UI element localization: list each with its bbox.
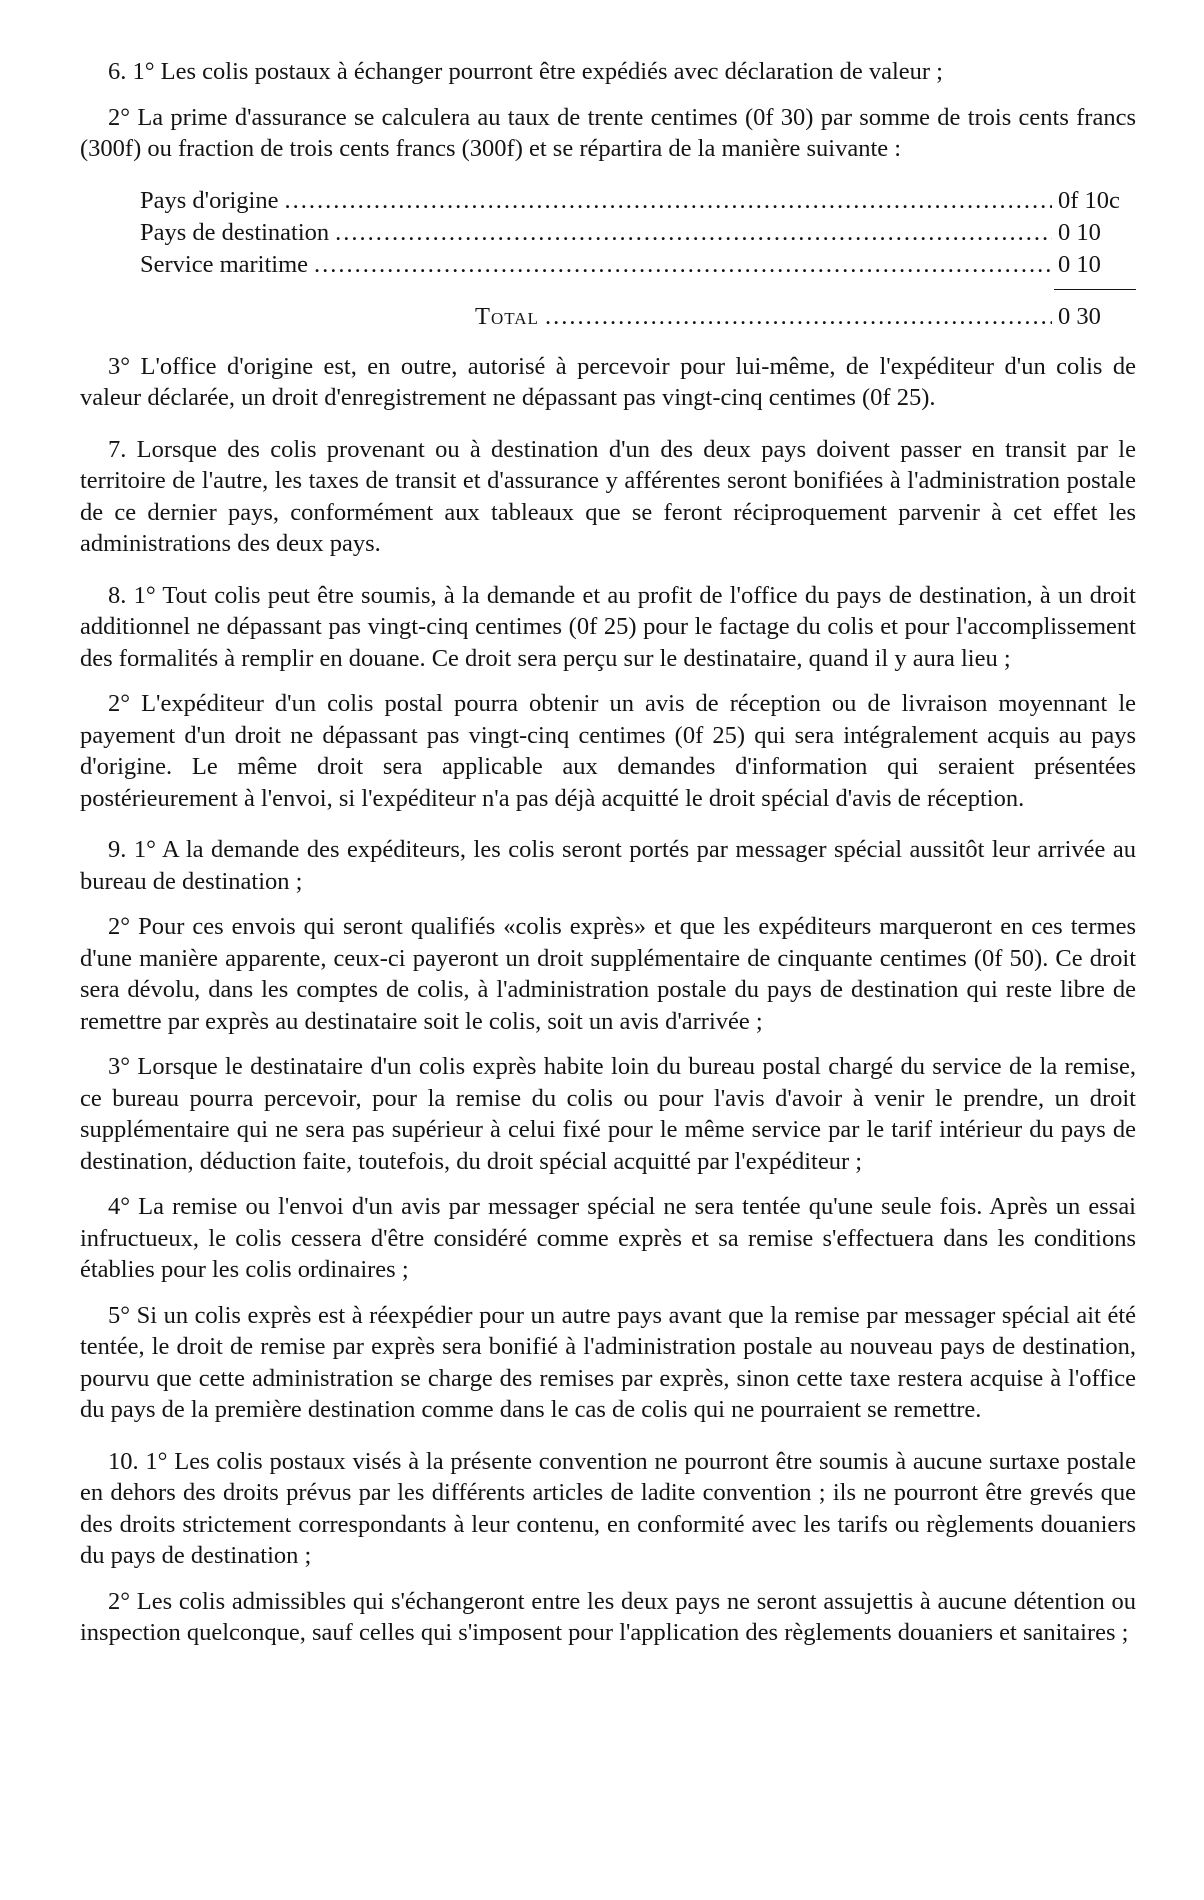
article-9-paragraph-4: 4° La remise ou l'envoi d'un avis par messager spécial ne sera tentée qu'une seule fois. Après un essai infructueux, le colis cessera d'être considéré comme exprès et sa remise s'effectuera dans les conditions établies pour les colis ordinaires ;	[80, 1193, 1136, 1283]
table-total-row	[140, 301, 1136, 333]
article-9-paragraph-3: 3° Lorsque le destinataire d'un colis exprès habite loin du bureau postal chargé du service de la remise, ce bureau pourra percevoir, pour la remise du colis ou pour l'avis d'avoir à venir le prendre, un droit supplémentaire qui ne sera pas supérieur à celui fixé pour le même service par le tarif intérieur du pays de destination, déduction faite, toutefois, du droit spécial acquitté par l'expéditeur ;	[80, 1053, 1136, 1175]
total-label: Total	[475, 302, 539, 330]
dot-leader	[284, 185, 1052, 217]
article-6-paragraph-2: 2° La prime d'assurance se calculera au taux de trente centimes (0f 30) par somme de trois cents francs (300f) ou fraction de trois cents francs (300f) et se répartira de la manière suivante :	[80, 103, 1136, 162]
article-9-paragraph-2: 2° Pour ces envois qui seront qualifiés «colis exprès» et que les expéditeurs marqueront en ces termes d'une manière apparente, ceux-ci payeront un droit supplémentaire de cinquante centimes (0f 50). Ce droit sera dévolu, dans les comptes de colis, à l'administration postale du pays de destination qui reste libre de remettre par exprès au destinataire soit le colis, soit un avis d'arrivée ;	[80, 913, 1136, 1035]
article-6-paragraph-3: 3° L'office d'origine est, en outre, autorisé à percevoir pour lui-même, de l'expéditeur d'un colis de valeur déclarée, un droit d'enregistrement ne dépassant pas vingt-cinq centimes (0f 25).	[80, 352, 1136, 411]
article-10-paragraph-1: 10. 1° Les colis postaux visés à la présente convention ne pourront être soumis à aucune surtaxe postale en dehors des droits prévus par les différents articles de ladite convention ; ils ne pourront être grevés que des droits strictement correspondants à leur contenu, en conformité avec les tarifs ou règlements douaniers du pays de destination ;	[80, 1447, 1136, 1569]
insurance-premium-table	[140, 185, 1136, 333]
table-row-label: Pays d'origine	[140, 186, 279, 214]
article-9-paragraph-5: 5° Si un colis exprès est à réexpédier pour un autre pays avant que la remise par messager spécial ait été tentée, le droit de remise par exprès sera bonifié à l'administration postale au nouveau pays de destination, pourvu que cette administration se charge des remises par exprès, sinon cette taxe restera acquise à l'office du pays de la première destination comme dans le cas de colis qui ne pourraient se remettre.	[80, 1301, 1136, 1423]
dot-leader	[314, 249, 1052, 281]
table-row	[140, 185, 1136, 217]
article-7-paragraph-1: 7. Lorsque des colis provenant ou à destination d'un des deux pays doivent passer en transit par le territoire de l'autre, les taxes de transit et d'assurance y afférentes seront bonifiées à l'administration postale de ce dernier pays, conformément aux tableaux que se feront réciproquement parvenir à cet effet les administrations des deux pays.	[80, 435, 1136, 557]
table-row	[140, 249, 1136, 281]
table-row	[140, 217, 1136, 249]
article-9-paragraph-1: 9. 1° A la demande des expéditeurs, les colis seront portés par messager spécial aussitôt leur arrivée au bureau de destination ;	[80, 836, 1136, 895]
article-6-paragraph-1: 6. 1° Les colis postaux à échanger pourront être expédiés avec déclaration de valeur ;	[108, 58, 943, 85]
article-8-paragraph-1: 8. 1° Tout colis peut être soumis, à la demande et au profit de l'office du pays de destination, à un droit additionnel ne dépassant pas vingt-cinq centimes (0f 25) pour le factage du colis et pour l'accomplissement des formalités à remplir en douane. Ce droit sera perçu sur le destinataire, quand il y aura lieu ;	[80, 581, 1136, 672]
table-row-amount: 0 10	[1058, 218, 1101, 246]
table-row-label: Pays de destination	[140, 218, 330, 246]
table-row-amount: 0 10	[1058, 250, 1101, 278]
total-amount: 0 30	[1058, 302, 1101, 330]
article-8-paragraph-2: 2° L'expéditeur d'un colis postal pourra obtenir un avis de réception ou de livraison moyennant le payement d'un droit ne dépassant pas vingt-cinq centimes (0f 25) qui sera intégralement acquis au pays d'origine. Le même droit sera applicable aux demandes d'information qui seraient présentées postérieurement à l'envoi, si l'expéditeur n'a pas déjà acquitté le droit spécial d'avis de réception.	[80, 690, 1136, 812]
dot-leader	[335, 217, 1052, 249]
table-row-amount: 0f 10c	[1058, 186, 1120, 214]
document-page	[80, 56, 1136, 1649]
table-row-label: Service maritime	[140, 250, 309, 278]
article-10-paragraph-2: 2° Les colis admissibles qui s'échangeront entre les deux pays ne seront assujettis à aucune détention ou inspection quelconque, sauf celles qui s'imposent pour l'application des règlements douaniers et sanitaires ;	[80, 1587, 1136, 1646]
dot-leader	[545, 301, 1052, 333]
